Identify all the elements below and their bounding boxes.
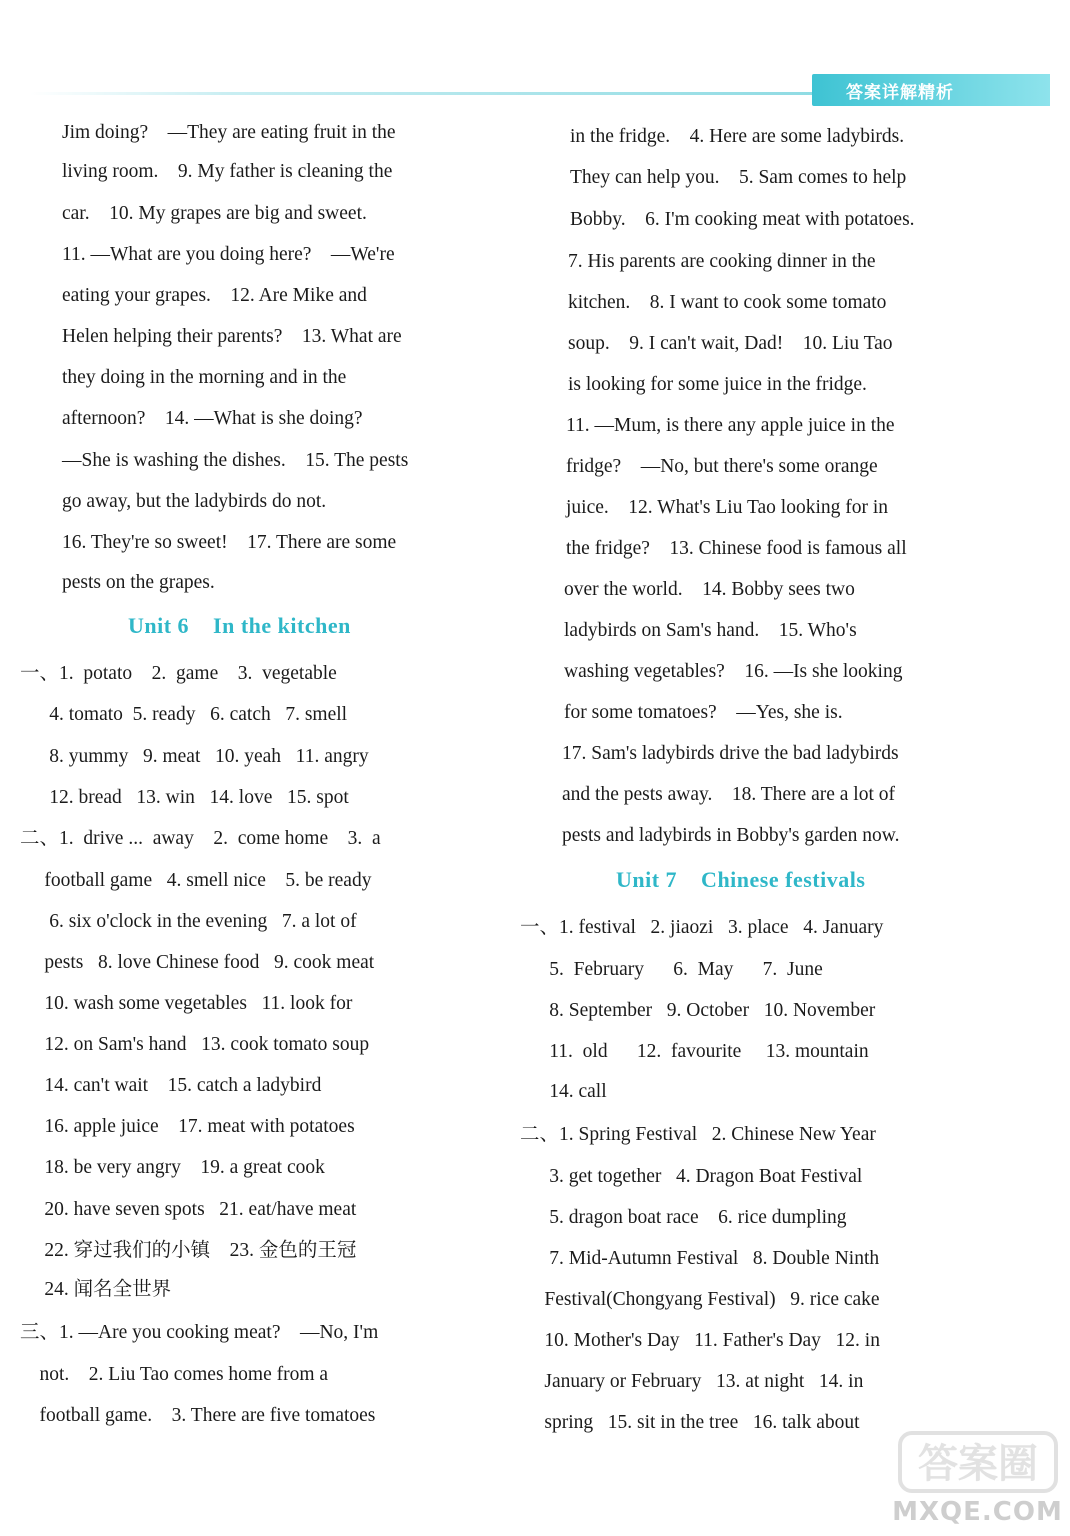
watermark bbox=[890, 1425, 1065, 1530]
answer-line: 3. get together 4. Dragon Boat Festival bbox=[520, 1166, 863, 1187]
text-line: soup. 9. I can't wait, Dad! 10. Liu Tao bbox=[568, 333, 893, 354]
answer-line: 7. Mid-Autumn Festival 8. Double Ninth bbox=[520, 1248, 880, 1269]
text-line: and the pests away. 18. There are a lot of bbox=[562, 784, 896, 805]
text-line: 11. —What are you doing here? —We're bbox=[62, 244, 395, 265]
text-line: they doing in the morning and in the bbox=[62, 367, 347, 388]
answer-line: 10. Mother's Day 11. Father's Day 12. in bbox=[520, 1330, 880, 1351]
text-line: juice. 12. What's Liu Tao looking for in bbox=[566, 497, 889, 518]
text-line: 11. —Mum, is there any apple juice in the bbox=[566, 415, 895, 436]
unit-6-title: Unit 6 In the kitchen bbox=[128, 613, 351, 638]
answer-line: 20. have seven spots 21. eat/have meat bbox=[20, 1199, 357, 1220]
answer-line: 11. old 12. favourite 13. mountain bbox=[520, 1041, 869, 1062]
answer-line: 一、1. festival 2. jiaozi 3. place 4. January bbox=[520, 917, 884, 938]
header-rule bbox=[30, 92, 820, 95]
text-line: Jim doing? —They are eating fruit in the bbox=[62, 122, 396, 143]
answer-line: 8. September 9. October 10. November bbox=[520, 1000, 876, 1021]
answer-line: 二、1. Spring Festival 2. Chinese New Year bbox=[520, 1124, 876, 1145]
text-line: Bobby. 6. I'm cooking meat with potatoes. bbox=[570, 209, 915, 230]
text-line: pests on the grapes. bbox=[62, 572, 215, 593]
text-line: over the world. 14. Bobby sees two bbox=[564, 579, 855, 600]
text-line: in the fridge. 4. Here are some ladybirds. bbox=[570, 126, 905, 147]
text-line: pests and ladybirds in Bobby's garden now. bbox=[562, 825, 900, 846]
answer-line: 16. apple juice 17. meat with potatoes bbox=[20, 1116, 355, 1137]
text-line: They can help you. 5. Sam comes to help bbox=[570, 167, 907, 188]
answer-line: spring 15. sit in the tree 16. talk about bbox=[520, 1412, 860, 1433]
text-line: living room. 9. My father is cleaning the bbox=[62, 161, 393, 182]
answer-line: 8. yummy 9. meat 10. yeah 11. angry bbox=[20, 746, 369, 767]
text-line: afternoon? 14. —What is she doing? bbox=[62, 408, 363, 429]
text-line: washing vegetables? 16. —Is she looking bbox=[564, 661, 903, 682]
answer-line: football game. 3. There are five tomatoes bbox=[20, 1405, 376, 1426]
answer-line: pests 8. love Chinese food 9. cook meat bbox=[20, 952, 375, 973]
text-line: eating your grapes. 12. Are Mike and bbox=[62, 285, 367, 306]
answer-line: football game 4. smell nice 5. be ready bbox=[20, 870, 372, 891]
answer-line: 二、1. drive ... away 2. come home 3. a bbox=[20, 828, 381, 849]
answer-line: 24. 闻名全世界 bbox=[20, 1279, 172, 1300]
text-line: Helen helping their parents? 13. What are bbox=[62, 326, 402, 347]
unit-7-title: Unit 7 Chinese festivals bbox=[616, 867, 866, 892]
text-line: 16. They're so sweet! 17. There are some bbox=[62, 532, 397, 553]
answer-line: 22. 穿过我们的小镇 23. 金色的王冠 bbox=[20, 1240, 357, 1261]
text-line: 7. His parents are cooking dinner in the bbox=[568, 251, 876, 272]
text-line: is looking for some juice in the fridge. bbox=[568, 374, 867, 395]
answer-line: 12. bread 13. win 14. love 15. spot bbox=[20, 787, 349, 808]
answer-line: January or February 13. at night 14. in bbox=[520, 1371, 864, 1392]
text-line: the fridge? 13. Chinese food is famous all bbox=[566, 538, 907, 559]
text-line: go away, but the ladybirds do not. bbox=[62, 491, 327, 512]
answer-line: 5. dragon boat race 6. rice dumpling bbox=[520, 1207, 847, 1228]
answer-line: 6. six o'clock in the evening 7. a lot of bbox=[20, 911, 357, 932]
answer-line: 4. tomato 5. ready 6. catch 7. smell bbox=[20, 704, 348, 725]
text-line: car. 10. My grapes are big and sweet. bbox=[62, 203, 367, 224]
watermark-logo-text: 答案圈 bbox=[918, 1441, 1038, 1487]
answer-line: 5. February 6. May 7. June bbox=[520, 959, 823, 980]
answer-line: 12. on Sam's hand 13. cook tomato soup bbox=[20, 1034, 370, 1055]
answer-line: 14. call bbox=[520, 1081, 607, 1102]
answer-line: Festival(Chongyang Festival) 9. rice cake bbox=[520, 1289, 880, 1310]
header-tab-label: 答案详解精析 bbox=[846, 83, 954, 103]
answer-line: 18. be very angry 19. a great cook bbox=[20, 1157, 325, 1178]
watermark-text: MXQE.COM bbox=[892, 1497, 1063, 1527]
text-line: kitchen. 8. I want to cook some tomato bbox=[568, 292, 887, 313]
answer-line: not. 2. Liu Tao comes home from a bbox=[20, 1364, 329, 1385]
answer-line: 10. wash some vegetables 11. look for bbox=[20, 993, 353, 1014]
text-line: —She is washing the dishes. 15. The pests bbox=[62, 450, 409, 471]
answer-line: 三、1. —Are you cooking meat? —No, I'm bbox=[20, 1322, 379, 1343]
answer-line: 14. can't wait 15. catch a ladybird bbox=[20, 1075, 322, 1096]
text-line: for some tomatoes? —Yes, she is. bbox=[564, 702, 843, 723]
text-line: fridge? —No, but there's some orange bbox=[566, 456, 878, 477]
header-tab bbox=[812, 74, 1050, 106]
watermark-logo bbox=[898, 1425, 1058, 1495]
text-line: 17. Sam's ladybirds drive the bad ladybirds bbox=[562, 743, 899, 764]
answer-line: 一、1. potato 2. game 3. vegetable bbox=[20, 663, 337, 684]
text-line: ladybirds on Sam's hand. 15. Who's bbox=[564, 620, 857, 641]
